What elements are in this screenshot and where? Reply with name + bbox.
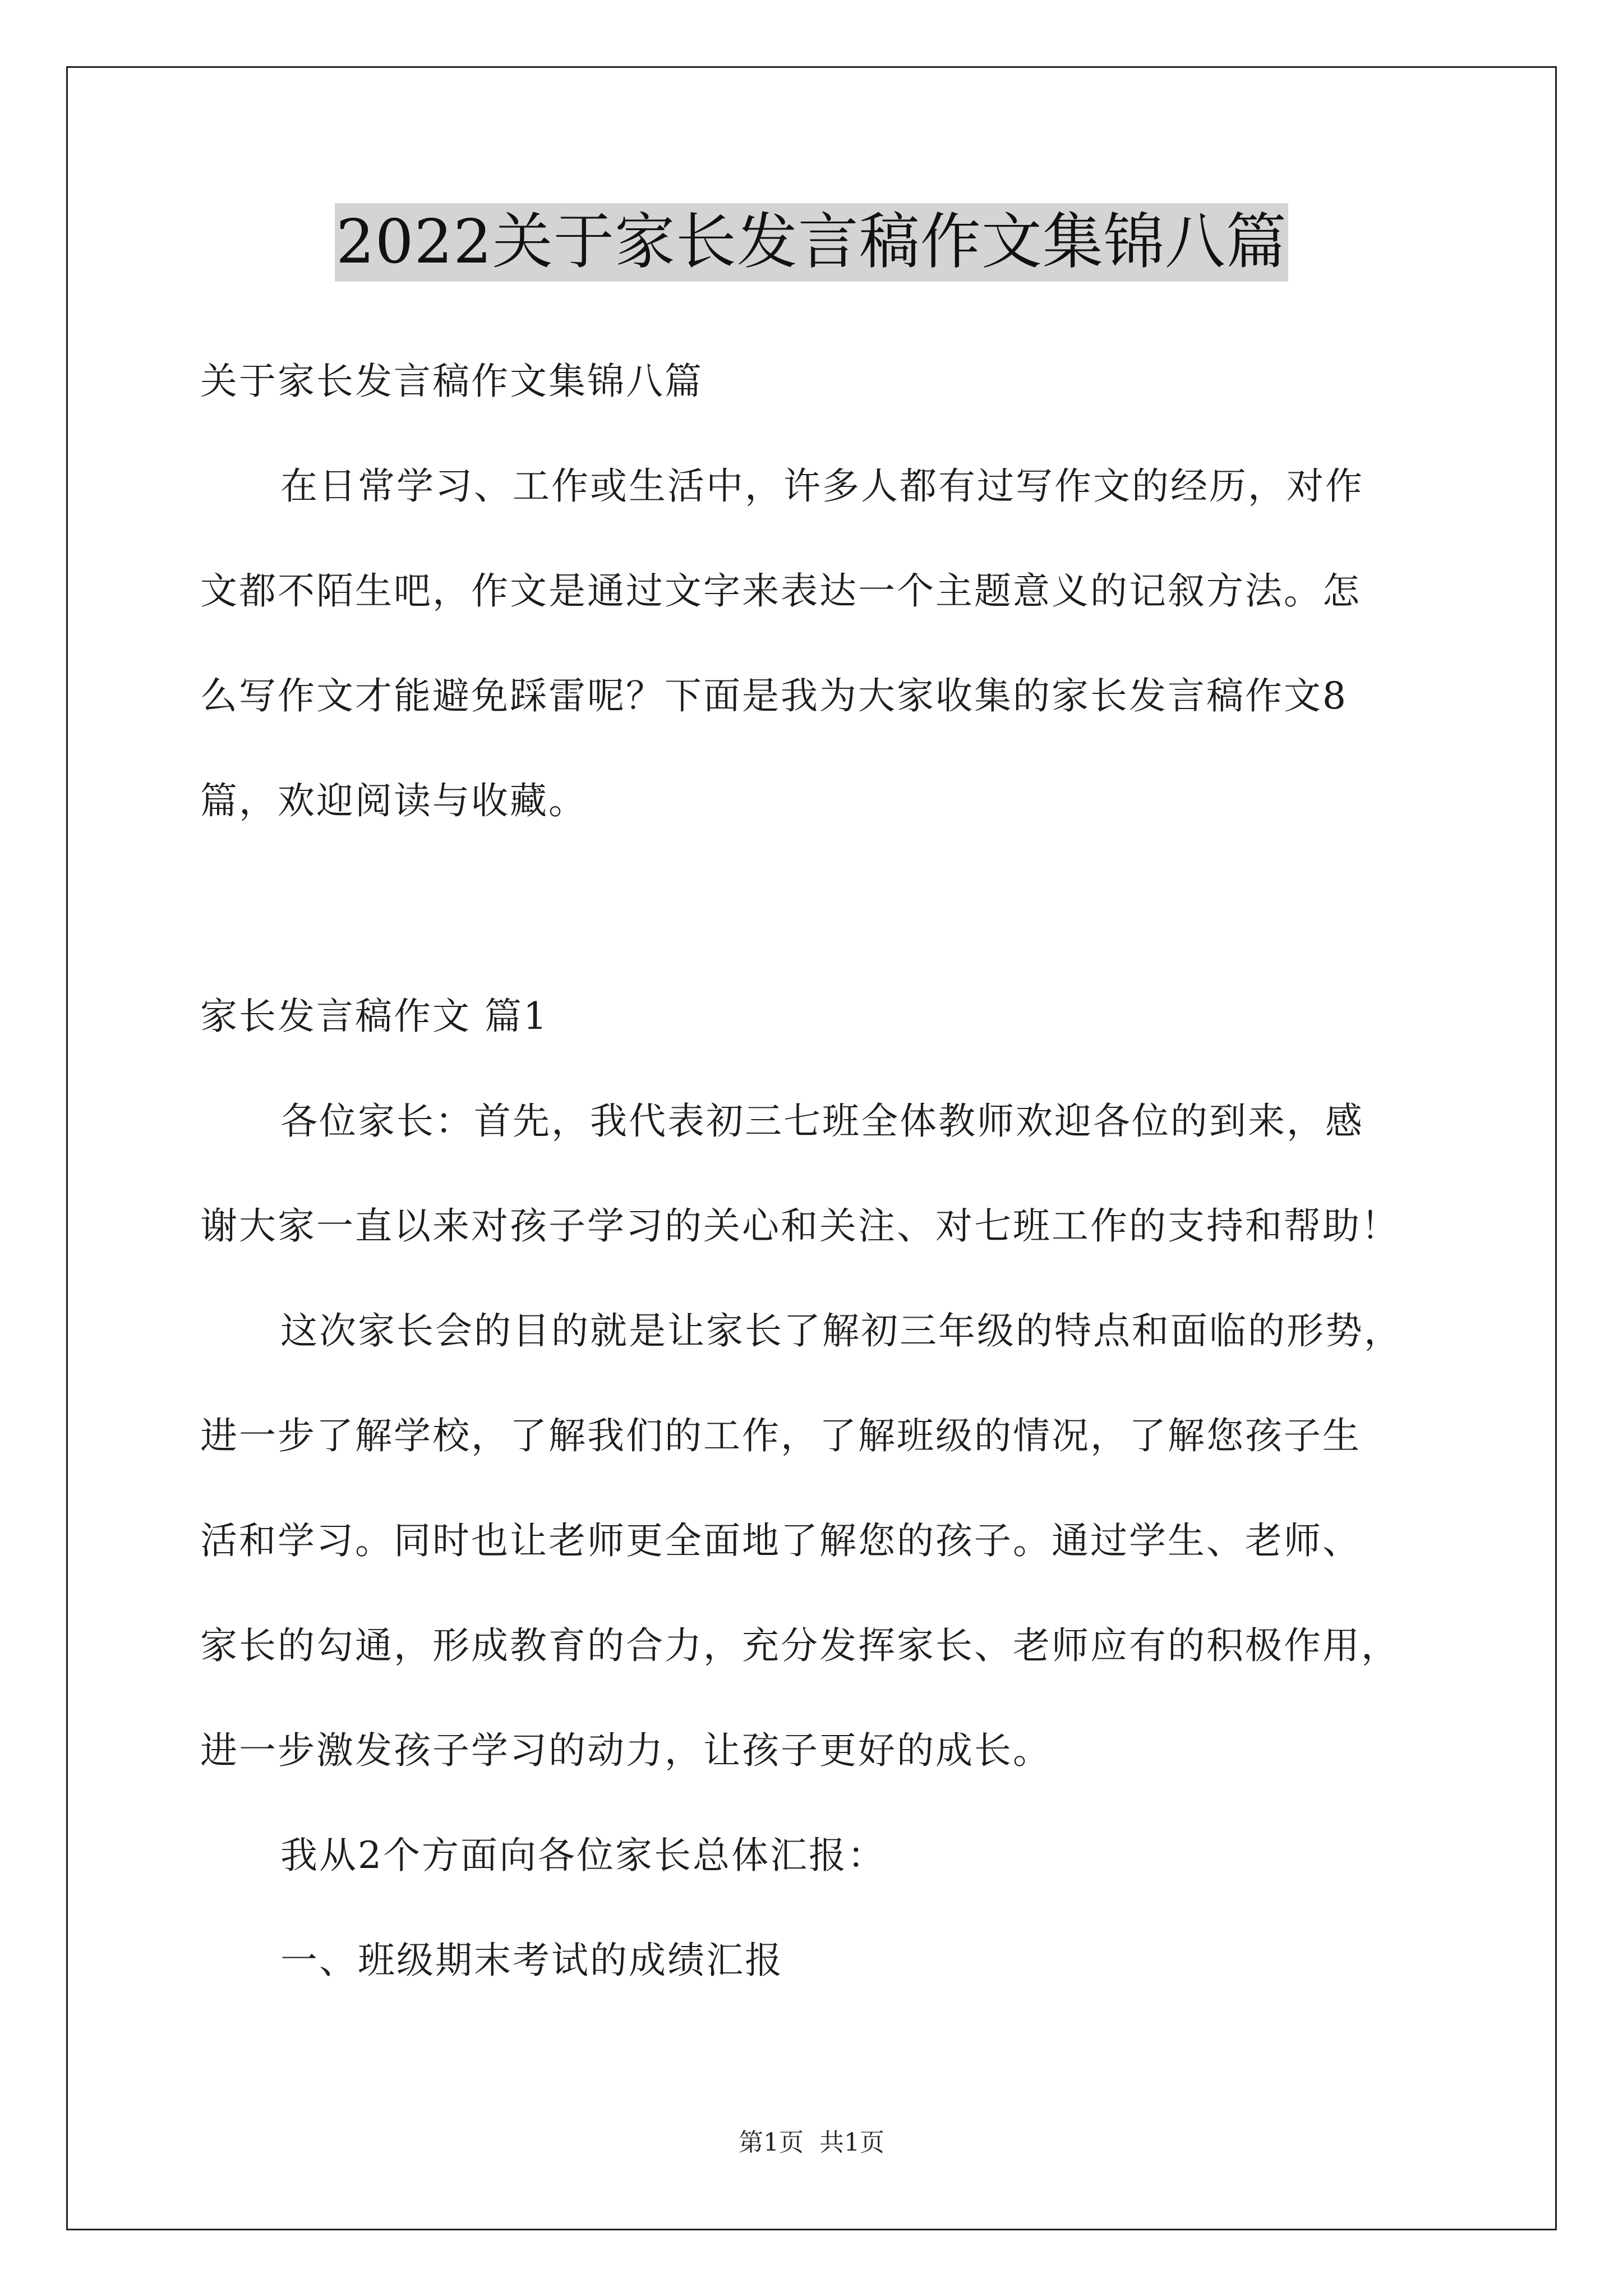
body-line: 家长的勾通，形成教育的合力，充分发挥家长、老师应有的积极作用， [200,1624,1400,1667]
body-line: 一、班级期末考试的成绩汇报 [280,1939,783,1982]
title-container [0,203,1623,282]
body-line: 这次家长会的目的就是让家长了解初三年级的特点和面临的形势， [280,1309,1403,1352]
page-footer [0,2126,1623,2160]
body-line: 我从2个方面向各位家长总体汇报： [280,1834,886,1877]
document-title: 2022关于家长发言稿作文集锦八篇 [335,203,1288,282]
intro-line: 文都不陌生吧，作文是通过文字来表达一个主题意义的记叙方法。怎 [200,569,1361,613]
section-heading: 家长发言稿作文 篇1 [200,995,548,1038]
intro-line: 么写作文才能避免踩雷呢？下面是我为大家收集的家长发言稿作文8 [200,674,1348,717]
body-line: 进一步了解学校，了解我们的工作，了解班级的情况，了解您孩子生 [200,1414,1361,1457]
document-subtitle: 关于家长发言稿作文集锦八篇 [200,360,703,403]
intro-line: 篇，欢迎阅读与收藏。 [200,779,587,822]
intro-line: 在日常学习、工作或生活中，许多人都有过写作文的经历，对作 [280,464,1364,508]
body-line: 谢大家一直以来对孩子学习的关心和关注、对七班工作的支持和帮助！ [200,1204,1400,1248]
page-number: 第1页 [739,2128,804,2157]
body-line: 活和学习。同时也让老师更全面地了解您的孩子。通过学生、老师、 [200,1519,1361,1562]
body-line: 各位家长：首先，我代表初三七班全体教师欢迎各位的到来，感 [280,1099,1364,1143]
page-total: 共1页 [819,2128,884,2157]
body-line: 进一步激发孩子学习的动力，让孩子更好的成长。 [200,1729,1052,1772]
